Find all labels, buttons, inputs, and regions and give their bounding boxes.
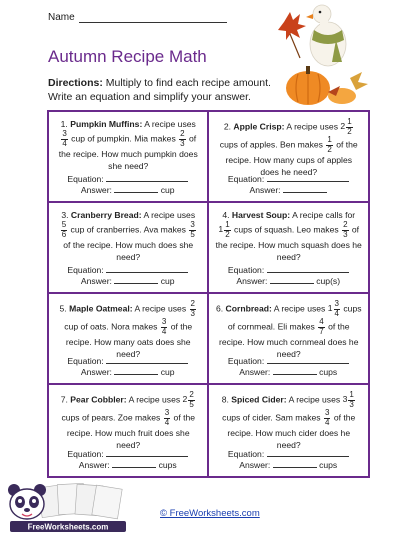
answer-block xyxy=(49,174,207,196)
amount-fraction xyxy=(188,391,194,409)
problem-text xyxy=(216,118,363,178)
equation-blank[interactable] xyxy=(267,174,349,182)
amount-fraction xyxy=(348,391,354,409)
recipe-amount xyxy=(218,220,231,239)
answer-block xyxy=(49,356,207,378)
directions-line1: Multiply to find each recipe amount. xyxy=(102,77,271,89)
fraction-denominator: 4 xyxy=(164,417,170,427)
problem-text-1: A recipe uses xyxy=(134,303,187,314)
recipe-name: Harvest Soup: xyxy=(231,210,291,220)
answer-blank[interactable] xyxy=(114,185,158,193)
answer-unit: cups xyxy=(319,367,338,377)
footer-url-link[interactable]: © FreeWorksheets.com xyxy=(160,508,260,519)
recipe-amount xyxy=(60,220,68,239)
problem-text-2: cup of oats. Nora makes xyxy=(64,321,158,332)
logo-text: FreeWorksheets.com xyxy=(27,522,109,532)
fraction-numerator: 3 xyxy=(161,317,167,326)
directions xyxy=(48,77,298,104)
name-field xyxy=(48,12,227,23)
portion-fraction xyxy=(324,409,330,427)
recipe-name: Maple Oatmeal: xyxy=(69,303,133,314)
recipe-amount xyxy=(342,390,356,409)
fraction-numerator: 3 xyxy=(62,129,67,138)
answer-label: Answer: xyxy=(239,460,271,470)
amount-whole: 2 xyxy=(182,394,188,405)
problems-grid xyxy=(47,110,370,478)
equation-label: Equation: xyxy=(67,265,104,275)
problem-text xyxy=(56,209,201,263)
fraction-numerator: 2 xyxy=(189,390,194,399)
problem-text-2: cup of cranberries. Ava makes xyxy=(70,224,186,235)
answer-blank[interactable] xyxy=(273,367,317,375)
recipe-amount xyxy=(189,299,197,318)
recipe-name: Apple Crisp: xyxy=(233,121,285,132)
equation-label: Equation: xyxy=(227,265,265,275)
recipe-amount xyxy=(182,390,196,409)
directions-line2: Write an equation and simplify your answer. xyxy=(48,90,251,103)
problem-text-1: A recipe uses xyxy=(144,119,196,129)
fraction-denominator: 2 xyxy=(225,229,230,239)
page-title: Autumn Recipe Math xyxy=(48,47,207,66)
fraction-numerator: 3 xyxy=(190,220,195,229)
amount-fraction xyxy=(224,221,230,239)
problem-text-3: of the recipe. How much fruit does she need? xyxy=(66,412,196,450)
amount-fraction xyxy=(190,300,196,318)
answer-label: Answer: xyxy=(78,460,110,470)
problem-text xyxy=(56,391,201,451)
answer-label: Answer: xyxy=(236,276,268,286)
fraction-numerator: 5 xyxy=(61,220,67,229)
recipe-name: Pumpkin Muffins: xyxy=(70,119,143,129)
fraction-denominator: 4 xyxy=(62,138,67,148)
problem-cell xyxy=(49,112,209,203)
equation-blank[interactable] xyxy=(106,174,188,182)
problem-text-2: cups of squash. Leo makes xyxy=(234,224,339,235)
answer-unit: cups xyxy=(158,460,177,470)
problem-text xyxy=(216,209,363,263)
answer-unit: cup xyxy=(160,276,175,286)
answer-block xyxy=(209,265,369,287)
fraction-denominator: 2 xyxy=(327,144,332,154)
fraction-numerator: 1 xyxy=(225,220,230,229)
amount-fraction xyxy=(334,300,340,318)
problem-text-2: cups of apples. Ben makes xyxy=(219,139,323,150)
portion-fraction xyxy=(179,130,185,148)
problem-text-3: of the recipe. How much does she need? xyxy=(63,240,194,262)
problem-text xyxy=(56,118,201,172)
problem-text-1: A recipe uses xyxy=(286,121,339,132)
answer-unit: cup xyxy=(160,367,175,377)
recipe-name: Spiced Cider: xyxy=(231,394,287,405)
fraction-denominator: 7 xyxy=(319,326,324,336)
answer-block xyxy=(209,174,369,196)
problem-text-2: cups of cider. Sam makes xyxy=(222,412,321,423)
fraction-denominator: 2 xyxy=(347,126,352,136)
problem-number: 7. xyxy=(60,394,68,405)
fraction-numerator: 3 xyxy=(324,408,330,417)
fraction-numerator: 2 xyxy=(343,220,348,229)
answer-blank[interactable] xyxy=(114,276,158,284)
problem-text-3: of the recipe. How much squash does he need? xyxy=(215,224,362,262)
problem-cell xyxy=(49,294,209,385)
answer-blank[interactable] xyxy=(270,276,314,284)
equation-label: Equation: xyxy=(67,449,104,459)
amount-whole: 2 xyxy=(340,121,346,132)
equation-blank[interactable] xyxy=(267,356,349,364)
problem-text-1: A recipe uses xyxy=(128,394,181,405)
fraction-denominator: 5 xyxy=(189,399,194,409)
problem-text-3: of the recipe. How many oats does she need? xyxy=(65,321,193,359)
recipe-amount xyxy=(60,129,68,148)
portion-fraction xyxy=(189,221,195,239)
answer-block xyxy=(209,356,369,378)
equation-label: Equation: xyxy=(67,174,104,184)
equation-blank[interactable] xyxy=(267,265,349,273)
freeworksheets-logo xyxy=(6,480,130,535)
fraction-denominator: 4 xyxy=(334,308,339,318)
fraction-numerator: 1 xyxy=(347,117,352,126)
fraction-numerator: 1 xyxy=(349,390,354,399)
fraction-numerator: 3 xyxy=(334,299,339,308)
problem-cell xyxy=(209,112,369,203)
fraction-numerator: 2 xyxy=(190,299,195,308)
fraction-denominator: 4 xyxy=(161,326,167,336)
amount-fraction xyxy=(61,221,67,239)
portion-fraction xyxy=(164,409,170,427)
problem-text-2: cup of pumpkin. Mia makes xyxy=(71,133,176,144)
equation-blank[interactable] xyxy=(267,449,349,457)
fraction-numerator: 3 xyxy=(164,408,170,417)
problem-cell xyxy=(209,294,369,385)
equation-blank[interactable] xyxy=(106,265,188,273)
answer-blank[interactable] xyxy=(283,185,327,193)
answer-blank[interactable] xyxy=(112,460,156,468)
answer-block xyxy=(209,449,369,471)
problem-text-3: of the recipe. How much pumpkin does she need? xyxy=(58,133,198,171)
answer-label: Answer: xyxy=(239,367,271,377)
fraction-numerator: 4 xyxy=(319,317,324,326)
answer-blank[interactable] xyxy=(273,460,317,468)
problem-cell xyxy=(49,385,209,476)
goose-pumpkin-illustration xyxy=(270,0,370,108)
answer-unit: cup(s) xyxy=(316,276,341,286)
portion-fraction xyxy=(342,221,348,239)
portion-fraction xyxy=(161,318,167,336)
answer-label: Answer: xyxy=(80,276,112,286)
amount-whole: 1 xyxy=(327,303,333,314)
recipe-amount xyxy=(340,117,353,136)
problem-text xyxy=(56,300,201,360)
fraction-denominator: 3 xyxy=(343,229,348,239)
problem-number: 3. xyxy=(61,210,69,220)
name-blank-line[interactable] xyxy=(79,13,227,23)
fraction-numerator: 1 xyxy=(327,135,332,144)
equation-blank[interactable] xyxy=(106,356,188,364)
answer-unit: cups xyxy=(319,460,338,470)
fraction-denominator: 6 xyxy=(61,229,67,239)
problem-text-2: cups of cornmeal. Eli makes xyxy=(227,303,362,332)
problem-text-3: of the recipe. How many cups of apples does he need? xyxy=(225,139,358,177)
answer-label: Answer: xyxy=(80,367,112,377)
problem-cell xyxy=(209,385,369,476)
equation-label: Equation: xyxy=(227,449,265,459)
recipe-name: Cranberry Bread: xyxy=(70,210,142,220)
amount-fraction xyxy=(346,118,352,136)
answer-block xyxy=(49,449,207,471)
fraction-denominator: 3 xyxy=(349,399,354,409)
fraction-denominator: 3 xyxy=(190,308,195,318)
answer-block xyxy=(49,265,207,287)
answer-unit: cup xyxy=(160,185,175,195)
problem-cell xyxy=(49,203,209,294)
problem-text-1: A recipe uses xyxy=(143,210,196,220)
answer-label: Answer: xyxy=(249,185,281,195)
equation-label: Equation: xyxy=(67,356,104,366)
equation-label: Equation: xyxy=(227,356,265,366)
portion-fraction xyxy=(326,136,332,154)
fraction-denominator: 4 xyxy=(324,417,330,427)
equation-label: Equation: xyxy=(227,174,265,184)
amount-whole: 3 xyxy=(342,394,348,405)
problem-number: 1. xyxy=(60,119,68,129)
problem-text-1: A recipe uses xyxy=(273,303,326,314)
problem-text-3: of the recipe. How much cider does he need? xyxy=(227,412,356,450)
portion-fraction xyxy=(318,318,324,336)
recipe-name: Cornbread: xyxy=(225,303,272,314)
problem-text-3: of the recipe. How much cornmeal does he need? xyxy=(219,321,359,359)
recipe-amount xyxy=(327,299,341,318)
problem-number: 4. xyxy=(222,210,230,220)
fraction-numerator: 2 xyxy=(180,129,185,138)
problem-text-1: A recipe calls for xyxy=(292,210,356,220)
answer-label: Answer: xyxy=(80,185,112,195)
problem-text xyxy=(216,391,363,451)
fraction-denominator: 3 xyxy=(180,138,185,148)
amount-fraction xyxy=(61,130,67,148)
directions-label: Directions: xyxy=(48,77,103,89)
problem-number: 2. xyxy=(223,121,232,132)
problem-cell xyxy=(209,203,369,294)
recipe-name: Pear Cobbler: xyxy=(70,394,127,405)
name-label: Name xyxy=(48,12,75,23)
equation-blank[interactable] xyxy=(106,449,188,457)
problem-number: 5. xyxy=(59,303,67,314)
amount-whole: 1 xyxy=(218,224,224,235)
problem-number: 6. xyxy=(215,303,224,314)
fraction-denominator: 5 xyxy=(190,229,195,239)
problem-text-1: A recipe uses xyxy=(288,394,341,405)
problem-text xyxy=(216,300,363,360)
problem-text-2: cups of pears. Zoe makes xyxy=(61,412,161,423)
answer-blank[interactable] xyxy=(114,367,158,375)
problem-number: 8. xyxy=(221,394,229,405)
